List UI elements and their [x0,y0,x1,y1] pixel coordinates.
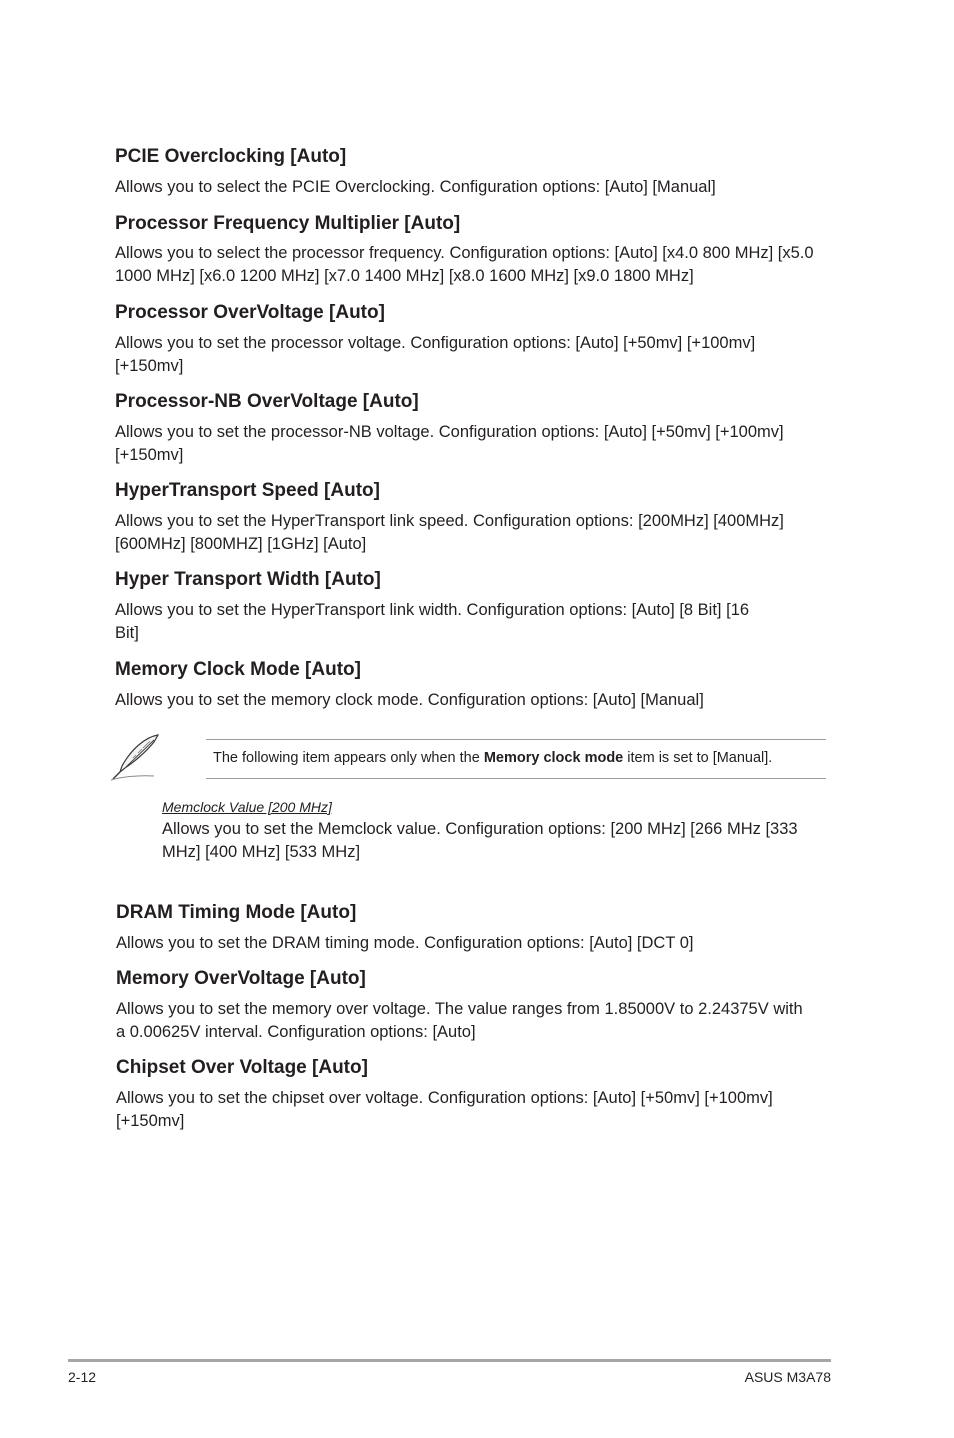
quill-pen-icon [108,732,164,782]
section-title-processor-frequency-multiplier: Processor Frequency Multiplier [Auto] [115,213,461,234]
section-title-hypertransport-speed: HyperTransport Speed [Auto] [115,480,380,501]
section-body-processor-nb-overvoltage: Allows you to set the processor-NB voltage. Configuration options: [Auto] [+50mv] [+100mv] [+150mv] [115,423,784,464]
section-title-processor-overvoltage: Processor OverVoltage [Auto] [115,302,385,323]
section-title-pcie-overclocking: PCIE Overclocking [Auto] [115,146,347,167]
section-body-hypertransport-speed: Allows you to set the HyperTransport link speed. Configuration options: [200MHz] [400MHz] [600MHz] [800MHZ] [1GHz] [Auto] [115,512,784,553]
section-body-memory-overvoltage: Allows you to set the memory over voltage. The value ranges from 1.85000V to 2.24375V with a 0.00625V interval. Configuration options: [Auto] [116,1000,803,1041]
subitem-title-memclock-value: Memclock Value [200 MHz] [162,799,332,815]
section-title-chipset-over-voltage: Chipset Over Voltage [Auto] [116,1057,368,1078]
product-name: ASUS M3A78 [744,1369,831,1385]
note-top-divider [206,739,826,740]
note-text-prefix: The following item appears only when the [213,750,484,766]
note-text [213,748,772,768]
footer-divider [68,1359,831,1362]
section-title-processor-nb-overvoltage: Processor-NB OverVoltage [Auto] [115,391,419,412]
section-body-pcie-overclocking: Allows you to select the PCIE Overclocking. Configuration options: [Auto] [Manual] [115,178,716,196]
note-text-bold: Memory clock mode [483,750,624,766]
section-body-processor-overvoltage: Allows you to set the processor voltage. Configuration options: [Auto] [+50mv] [+100mv] [+150mv] [115,334,756,375]
section-body-dram-timing-mode: Allows you to set the DRAM timing mode. Configuration options: [Auto] [DCT 0] [116,934,694,952]
note-text-suffix: item is set to [Manual]. [623,750,773,766]
section-title-memory-overvoltage: Memory OverVoltage [Auto] [116,968,366,989]
page-number: 2-12 [68,1369,97,1385]
section-body-hyper-transport-width: Allows you to set the HyperTransport link width. Configuration options: [Auto] [8 Bit] [16 Bit] [115,601,750,642]
section-body-processor-frequency-multiplier: Allows you to select the processor frequency. Configuration options: [Auto] [x4.0 800 MHz] [x5.0 1000 MHz] [x6.0 1200 MHz] [x7.0 1400 MHz] [x8.0 1600 MHz] [x9.0 1800 MHz] [115,244,814,285]
subitem-body-memclock-value: Allows you to set the Memclock value. Configuration options: [200 MHz] [266 MHz [333 MHz] [400 MHz] [533 MHz] [162,820,798,861]
section-title-hyper-transport-width: Hyper Transport Width [Auto] [115,569,381,590]
section-title-memory-clock-mode: Memory Clock Mode [Auto] [115,659,361,680]
note-bottom-divider [206,778,826,779]
section-body-chipset-over-voltage: Allows you to set the chipset over voltage. Configuration options: [Auto] [+50mv] [+100mv] [+150mv] [116,1089,773,1130]
section-title-dram-timing-mode: DRAM Timing Mode [Auto] [116,902,357,923]
section-body-memory-clock-mode: Allows you to set the memory clock mode. Configuration options: [Auto] [Manual] [115,691,704,709]
